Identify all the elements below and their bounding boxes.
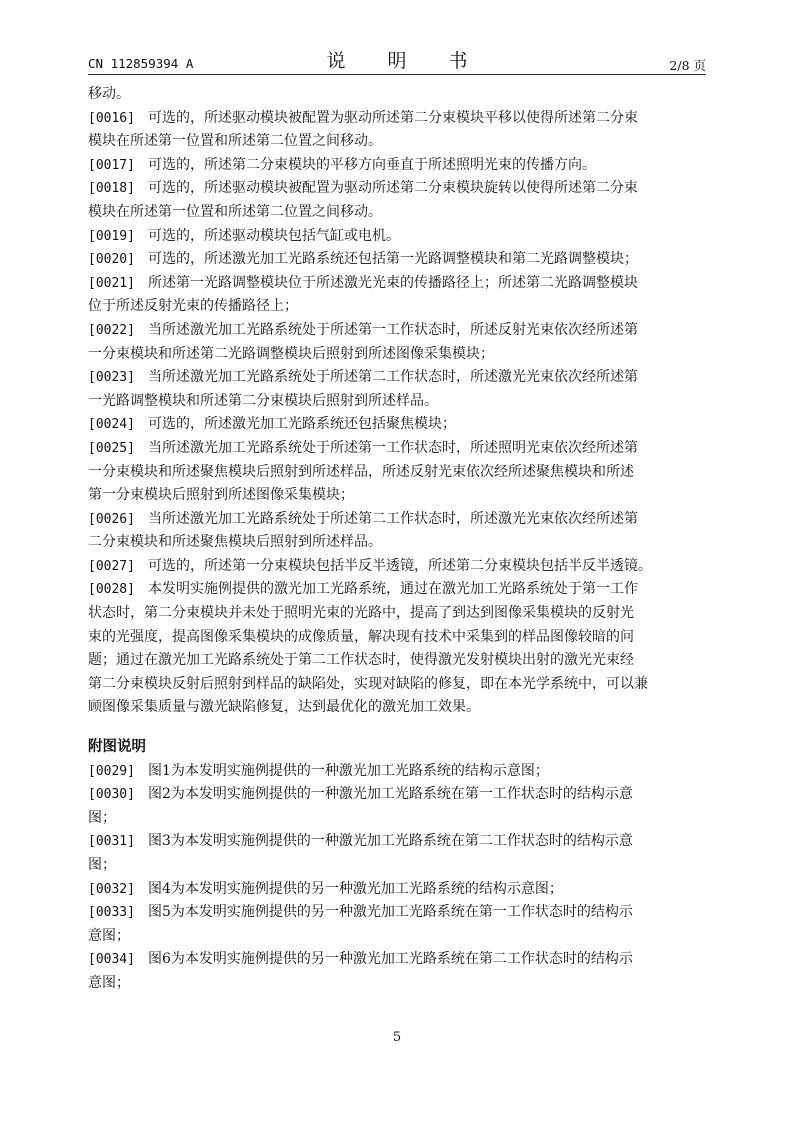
document-body <box>88 83 708 996</box>
paragraph-text: 一光路调整模块和所述第二分束模块后照射到所述样品。 <box>88 392 438 409</box>
paragraph-text: 图5为本发明实施例提供的另一种激光加工光路系统在第一工作状态时的结构示 <box>148 904 633 921</box>
paragraph-text: 当所述激光加工光路系统处于所述第一工作状态时，所述反射光束依次经所述第 <box>148 321 638 338</box>
paragraph <box>88 555 708 579</box>
paragraph-text: 一分束模块和所述第二光路调整模块后照射到所述图像采集模块； <box>88 345 494 362</box>
page-info: 2/8 页 <box>669 58 706 73</box>
paragraph-line <box>88 854 708 878</box>
paragraph <box>88 366 708 413</box>
paragraph-number: [0023] <box>88 370 135 386</box>
paragraph-text: 当所述激光加工光路系统处于所述第二工作状态时，所述激光光束依次经所述第 <box>148 369 638 386</box>
paragraph-number: [0032] <box>88 881 135 897</box>
paragraph <box>88 437 708 508</box>
paragraph <box>88 154 708 178</box>
paragraph-text: 当所述激光加工光路系统处于所述第二工作状态时，所述激光光束依次经所述第 <box>148 510 638 527</box>
paragraph-text: 可选的，所述驱动模块包括气缸或电机。 <box>148 227 400 244</box>
paragraph-number: [0027] <box>88 558 135 574</box>
paragraph-text: 可选的，所述激光加工光路系统还包括第一光路调整模块和第二光路调整模块； <box>148 251 638 268</box>
paragraph-line <box>88 343 708 367</box>
paragraph-number: [0021] <box>88 275 135 291</box>
paragraph-line <box>88 437 708 461</box>
paragraph-line <box>88 807 708 831</box>
paragraph-text: 图； <box>88 809 116 826</box>
paragraph-text: 题；通过在激光加工光路系统处于第二工作状态时，使得激光发射模块出射的激光光束经 <box>88 652 634 669</box>
paragraph-text: 二分束模块和所述聚焦模块后照射到所述样品。 <box>88 534 382 551</box>
paragraph-text: 所述第一光路调整模块位于所述激光光束的传播路径上；所述第二光路调整模块 <box>148 274 638 291</box>
paragraph-line <box>88 555 708 579</box>
paragraph-text: 可选的，所述第二分束模块的平移方向垂直于所述照明光束的传播方向。 <box>148 156 596 173</box>
paragraph-line <box>88 783 708 807</box>
paragraph-text: 图； <box>88 857 116 873</box>
paragraph-line <box>88 177 708 201</box>
paragraph-line <box>88 390 708 414</box>
paragraph-line <box>88 248 708 272</box>
paragraph-number: [0030] <box>88 787 135 803</box>
paragraph-number: [0018] <box>88 181 135 197</box>
paragraph-line <box>88 948 708 972</box>
paragraph-text: 一分束模块和所述聚焦模块后照射到所述样品，所述反射光束依次经所述聚焦模块和所述 <box>88 463 634 480</box>
paragraph-line <box>88 578 708 602</box>
paragraph <box>88 272 708 319</box>
section-title: 附图说明 <box>88 739 146 756</box>
paragraph <box>88 783 708 830</box>
paragraph-number: [0017] <box>88 157 135 173</box>
paragraph-text: 图3为本发明实施例提供的一种激光加工光路系统在第二工作状态时的结构示意 <box>148 833 633 850</box>
paragraph <box>88 508 708 555</box>
paragraph-text: 本发明实施例提供的激光加工光路系统，通过在激光加工光路系统处于第一工作 <box>148 581 638 598</box>
paragraph-line <box>88 201 708 225</box>
paragraph <box>88 177 708 224</box>
paragraph-number: [0022] <box>88 322 135 338</box>
paragraph-line <box>88 972 708 996</box>
paragraph-line <box>88 130 708 154</box>
paragraph-line <box>88 760 708 784</box>
paragraph <box>88 830 708 877</box>
paragraph <box>88 107 708 154</box>
paragraph-line <box>88 225 708 249</box>
page-header <box>88 44 706 75</box>
paragraph <box>88 319 708 366</box>
paragraph-text: 图2为本发明实施例提供的一种激光加工光路系统在第一工作状态时的结构示意 <box>148 786 633 803</box>
paragraph-line <box>88 107 708 131</box>
paragraph-text: 顾图像采集质量与激光缺陷修复，达到最优化的激光加工效果。 <box>88 699 480 716</box>
paragraph <box>88 760 708 784</box>
paragraph-text: 位于所述反射光束的传播路径上； <box>88 298 298 315</box>
paragraph-line <box>88 531 708 555</box>
paragraph-number: [0020] <box>88 252 135 268</box>
paragraph-line <box>88 272 708 296</box>
paragraph-line <box>88 154 708 178</box>
paragraph-line <box>88 413 708 437</box>
paragraph-text: 意图； <box>88 974 130 991</box>
paragraph-number: [0025] <box>88 440 135 456</box>
paragraph-text: 当所述激光加工光路系统处于所述第一工作状态时，所述照明光束依次经所述第 <box>148 439 638 456</box>
paragraph-line <box>88 602 708 626</box>
paragraph-line <box>88 925 708 949</box>
continuation-text: 移动。 <box>88 86 130 102</box>
paragraph-text: 可选的，所述驱动模块被配置为驱动所述第二分束模块旋转以使得所述第二分束 <box>148 180 638 197</box>
paragraph-text: 束的光强度，提高图像采集模块的成像质量，解决现有技术中采集到的样品图像较暗的问 <box>88 628 634 645</box>
paragraph <box>88 948 708 995</box>
paragraph-number: [0033] <box>88 905 135 921</box>
paragraph-line <box>88 673 708 697</box>
paragraph <box>88 578 708 720</box>
paragraph-text: 图6为本发明实施例提供的另一种激光加工光路系统在第二工作状态时的结构示 <box>148 951 633 968</box>
page-number: 5 <box>392 1030 402 1045</box>
paragraph-number: [0029] <box>88 763 135 779</box>
paragraph <box>88 248 708 272</box>
paragraph-text: 意图； <box>88 927 130 944</box>
paragraph-number: [0031] <box>88 834 135 850</box>
paragraph-text: 可选的，所述第一分束模块包括半反半透镜，所述第二分束模块包括半反半透镜。 <box>148 557 652 574</box>
paragraph-text: 可选的，所述驱动模块被配置为驱动所述第二分束模块平移以使得所述第二分束 <box>148 109 638 126</box>
paragraph-number: [0026] <box>88 511 135 527</box>
paragraph-text: 可选的，所述激光加工光路系统还包括聚焦模块； <box>148 416 456 433</box>
paragraph-number: [0024] <box>88 417 135 433</box>
paragraph-line <box>88 319 708 343</box>
paragraph-number: [0034] <box>88 952 135 968</box>
paragraph-text: 图1为本发明实施例提供的一种激光加工光路系统的结构示意图； <box>148 762 549 779</box>
paragraph-text: 第一分束模块后照射到所述图像采集模块； <box>88 487 354 504</box>
paragraph-text: 第二分束模块反射后照射到样品的缺陷处，实现对缺陷的修复，即在本光学系统中，可以兼 <box>88 675 648 692</box>
paragraph-line <box>88 649 708 673</box>
document-title: 说 明 书 <box>326 50 486 72</box>
paragraph-text: 模块在所述第一位置和所述第二位置之间移动。 <box>88 133 382 150</box>
paragraph-text: 模块在所述第一位置和所述第二位置之间移动。 <box>88 203 382 220</box>
paragraph-line <box>88 295 708 319</box>
paragraph <box>88 225 708 249</box>
paragraph <box>88 878 708 902</box>
paragraph-line <box>88 484 708 508</box>
paragraph-number: [0028] <box>88 582 135 598</box>
paragraph-line <box>88 878 708 902</box>
paragraph-line <box>88 830 708 854</box>
paragraph-list <box>88 107 708 720</box>
publication-number: CN 112859394 A <box>88 56 194 71</box>
paragraph-line <box>88 508 708 532</box>
paragraph <box>88 901 708 948</box>
paragraph-line <box>88 696 708 720</box>
paragraph-line <box>88 901 708 925</box>
paragraph-text: 图4为本发明实施例提供的另一种激光加工光路系统的结构示意图； <box>148 880 563 897</box>
paragraph-number: [0016] <box>88 110 135 126</box>
paragraph-line <box>88 626 708 650</box>
paragraph-line <box>88 461 708 485</box>
paragraph-number: [0019] <box>88 228 135 244</box>
paragraph-text: 状态时，第二分束模块并未处于照明光束的光路中，提高了到达到图像采集模块的反射光 <box>88 605 634 622</box>
paragraph-line <box>88 366 708 390</box>
figure-paragraph-list <box>88 760 708 996</box>
paragraph <box>88 413 708 437</box>
